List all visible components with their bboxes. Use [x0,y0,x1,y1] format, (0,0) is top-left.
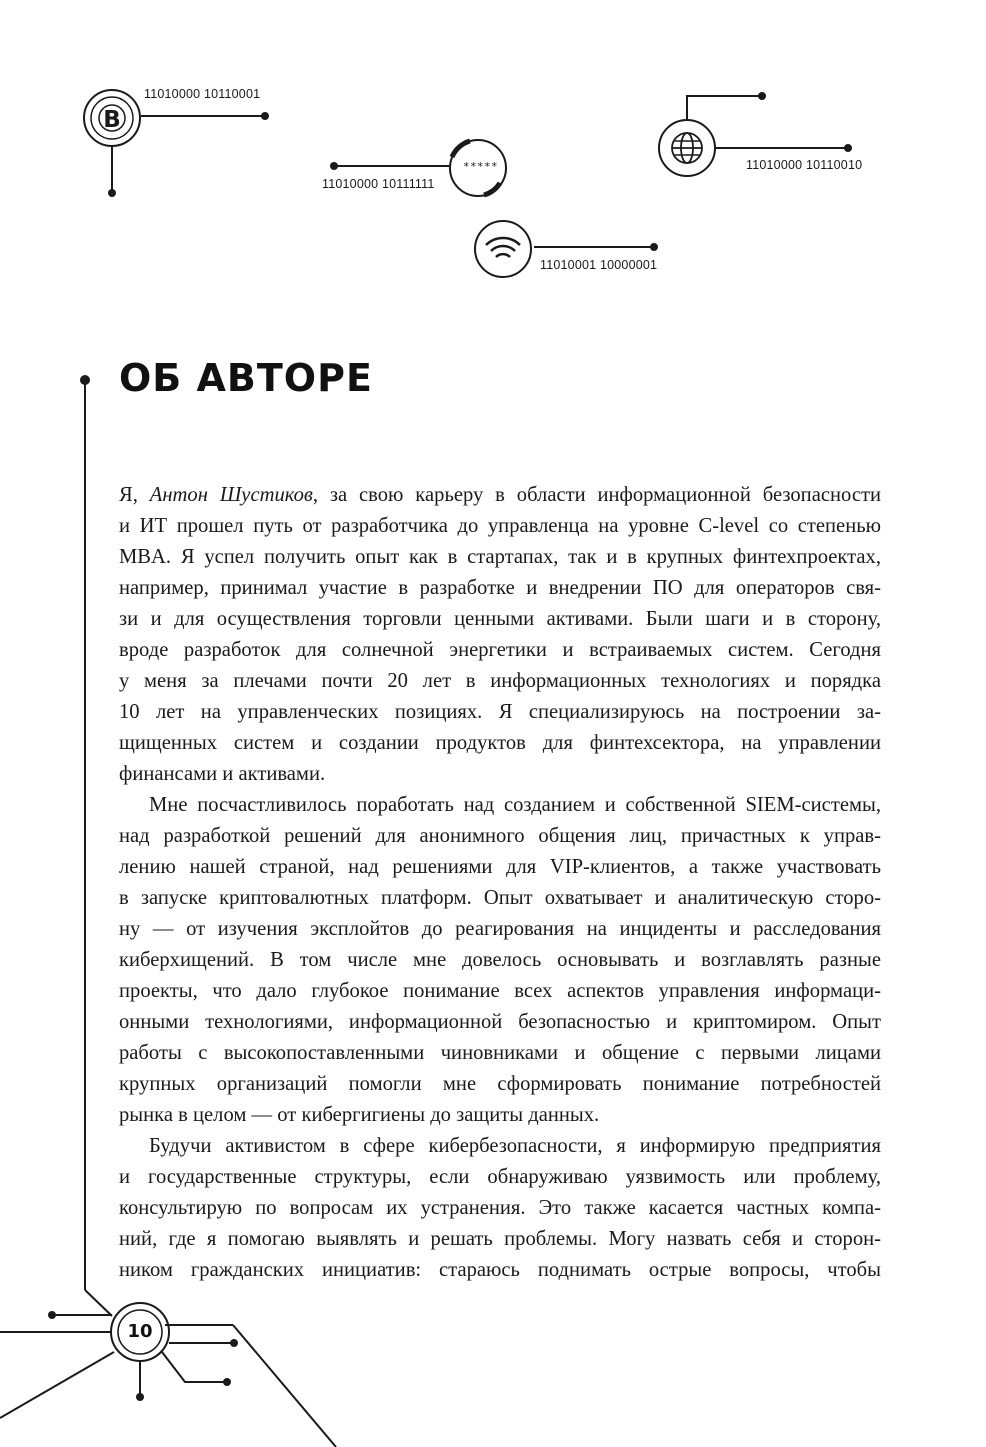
text-line: финансами и активами. [119,763,326,785]
text-line: над разработкой решений для анонимного общения лиц, причастных к управ- [119,825,881,847]
text-line [119,480,881,511]
text-line: Мне посчастливилось поработать над созданием и собственной SIEM-системы, [149,794,881,816]
text-line: ником гражданских инициатив: стараюсь поднимать острые вопросы, чтобы [119,1259,881,1281]
text-line: онными технологиями, информационной безопасностью и криптомиром. Опыт [119,1011,881,1033]
text-line: зи и для осуществления торговли ценными активами. Были шаги и в сторону, [119,608,881,630]
bitcoin-symbol: B [103,107,121,133]
text-line: в запуске криптовалютных платформ. Опыт охватывает и аналитическую сторо- [119,887,881,909]
text-fragment: , за свою карьеру в области информационной безопасности [312,484,881,506]
author-name: Антон Шустиков [149,484,313,506]
page-number: 10 [127,1321,153,1342]
text-line: у меня за плечами почти 20 лет в информационных технологиях и порядка [119,670,881,692]
text-line: и ИТ прошел путь от разработчика до управленца на уровне C-level со степенью [119,515,881,537]
text-line: рынка в целом — от кибергигиены до защиты данных. [119,1104,600,1126]
text-line: крупных организаций помогли мне сформировать понимание потребностей [119,1073,881,1095]
paragraph-2 [119,790,881,1131]
paragraph-1 [119,480,881,790]
binary-code-wifi: 11010001 10000001 [540,258,658,272]
text-line: проекты, что дало глубокое понимание всех аспектов управления информаци- [119,980,881,1002]
text-line: Будучи активистом в сфере кибербезопасности, я информирую предприятия [149,1135,881,1157]
binary-code-password: 11010000 10111111 [322,177,435,191]
text-line: ний, где я помогаю выявлять и решать проблемы. Могу назвать себя и сторон- [119,1228,881,1250]
text-line: например, принимал участие в разработке и внедрении ПО для операторов свя- [119,577,881,599]
globe-icon [659,120,715,176]
paragraph-3 [119,1131,881,1286]
text-line: вроде разработок для солнечной энергетики и встраиваемых систем. Сегодня [119,639,881,661]
text-line: консультирую по вопросам их устранения. Это также касается частных компа- [119,1197,881,1219]
wifi-icon [475,221,531,277]
password-mask: ***** [463,160,499,173]
text-line: киберхищений. В том числе мне довелось основывать и возглавлять разные [119,949,881,971]
text-line: ну — от изучения эксплойтов до реагирования на инциденты и расследования [119,918,881,940]
text-line: лению нашей страной, над решениями для VIP-клиентов, а также участвовать [119,856,881,878]
text-line: и государственные структуры, если обнаруживаю уязвимость или проблему, [119,1166,881,1188]
text-line: работы с высокопоставленными чиновниками и общение с первыми лицами [119,1042,881,1064]
binary-code-globe: 11010000 10110010 [746,158,863,172]
text-line: 10 лет на управленческих позициях. Я специализируюсь на построении за- [119,701,881,723]
text-fragment: Я, [119,484,150,506]
page-title: ОБ АВТОРЕ [119,356,373,400]
binary-code-bitcoin: 11010000 10110001 [144,87,261,101]
text-line: MBA. Я успел получить опыт как в стартапах, так и в крупных финтехпроектах, [119,546,881,568]
text-line: щищенных систем и создании продуктов для финтехсектора, на управлении [119,732,881,754]
body-text [119,480,881,1286]
